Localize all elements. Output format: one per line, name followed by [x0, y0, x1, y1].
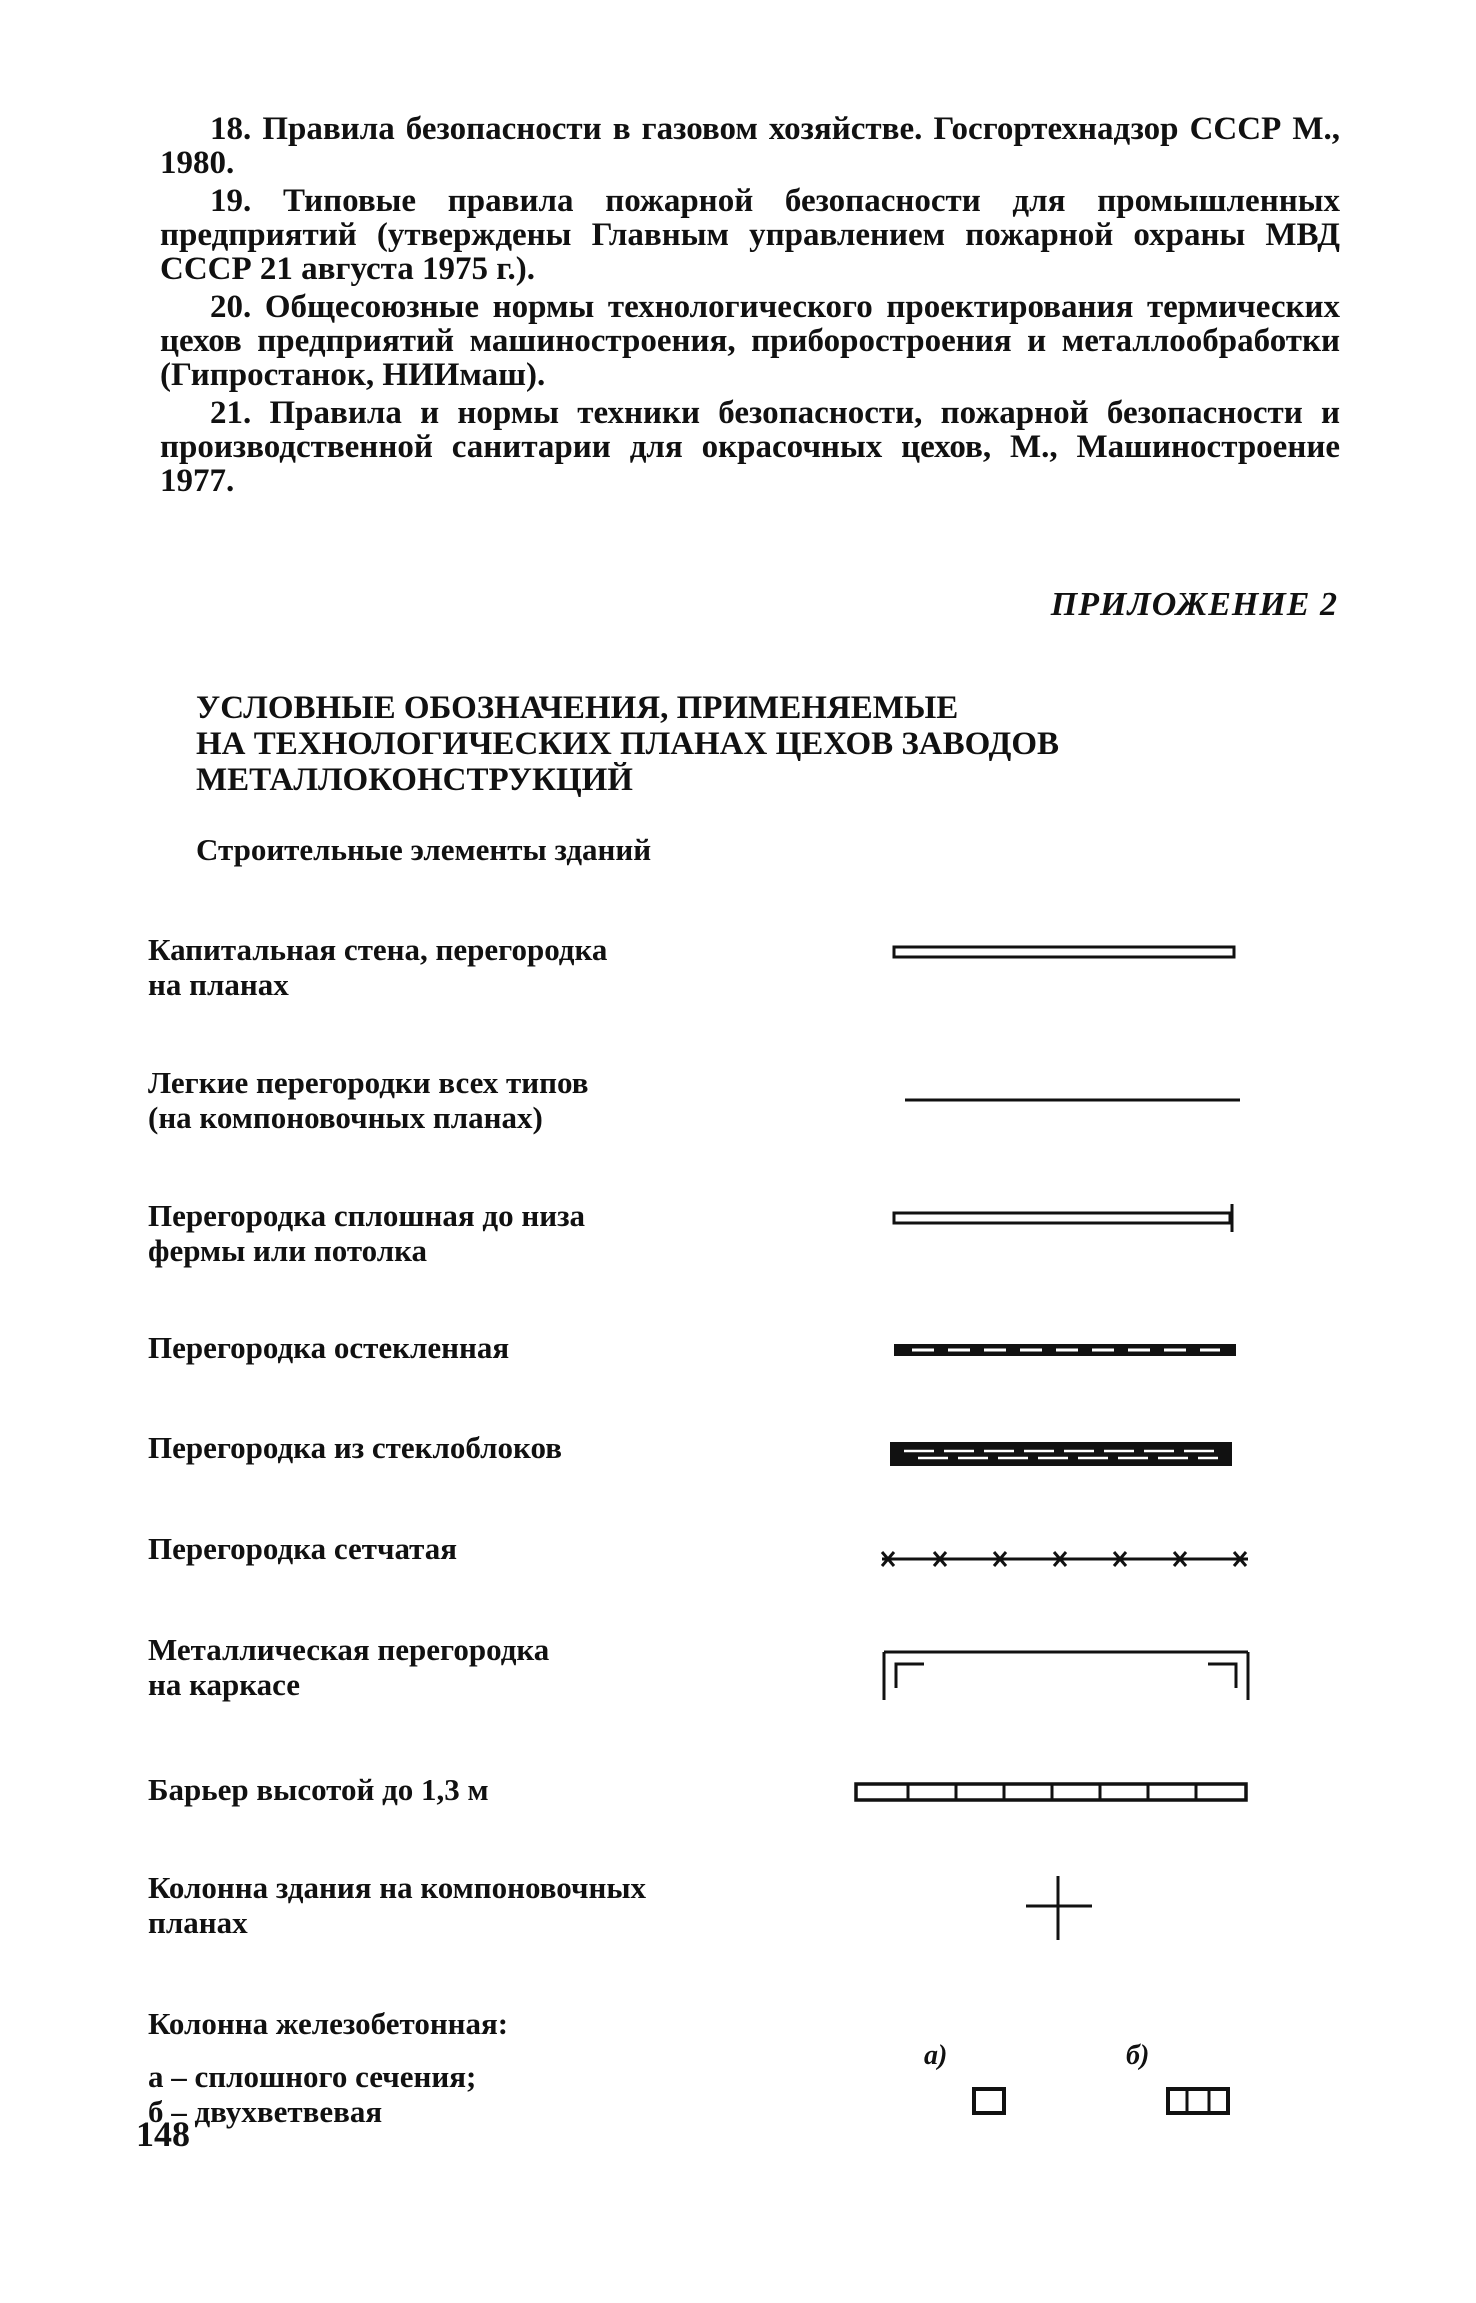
solid-partition-symbol [890, 1200, 1250, 1236]
symbol-label-metal-partition: Металлическая перегородка на каркасе [148, 1632, 550, 1702]
variant-b-label: б) [1126, 2040, 1150, 2071]
title-line-1: УСЛОВНЫЕ ОБОЗНАЧЕНИЯ, ПРИМЕНЯЕМЫЕ [196, 690, 959, 726]
symbol-label-glazed-partition: Перегородка остекленная [148, 1330, 510, 1365]
page-number: 148 [136, 2114, 190, 2154]
symbol-label-solid-partition: Перегородка сплошная до низа фермы или потолка [148, 1198, 586, 1268]
column-cross-symbol [1020, 1868, 1100, 1948]
light-partition-symbol [890, 1090, 1250, 1110]
section-title [196, 690, 1196, 798]
title-line-2: НА ТЕХНОЛОГИЧЕСКИХ ПЛАНАХ ЦЕХОВ ЗАВОДОВ [196, 726, 1060, 762]
capital-wall-symbol [890, 940, 1250, 970]
reference-19: 19. Типовые правила пожарной безопасности для промышленных предприятий (утверждены Главным управлением пожарной охраны МВД СССР 21 августа 1975 г.). [160, 183, 1340, 287]
symbol-label-rc-column: Колонна железобетонная: а – сплошного сечения; б – двухветвевая [148, 2006, 509, 2129]
symbol-label-barrier: Барьер высотой до 1,3 м [148, 1772, 489, 1807]
twin-branch-column-symbol [1160, 2080, 1240, 2124]
mesh-partition-symbol [876, 1544, 1256, 1574]
references-list [160, 112, 1340, 502]
reference-18: 18. Правила безопасности в газовом хозяйстве. Госгортехнадзор СССР М., 1980. [160, 111, 1340, 181]
variant-a-label: а) [924, 2040, 948, 2071]
symbol-label-mesh-partition: Перегородка сетчатая [148, 1531, 458, 1566]
appendix-label: ПРИЛОЖЕНИЕ 2 [1050, 586, 1338, 623]
subsection-title: Строительные элементы зданий [196, 832, 652, 867]
symbol-label-light-partition: Легкие перегородки всех типов (на компоновочных планах) [148, 1065, 589, 1135]
reference-21: 21. Правила и нормы техники безопасности, пожарной безопасности и производственной санитарии для окрасочных цехов, М., Машиностроение 1977. [160, 395, 1340, 499]
solid-column-symbol [964, 2080, 1014, 2124]
reference-20: 20. Общесоюзные нормы технологического проектирования термических цехов предприятий машиностроения, приборостроения и металлообработки (Гипростанок, НИИмаш). [160, 289, 1340, 393]
barrier-symbol [852, 1778, 1252, 1808]
symbol-label-column-cross: Колонна здания на компоновочных планах [148, 1870, 647, 1940]
glass-block-partition-symbol [888, 1436, 1248, 1476]
title-line-3: МЕТАЛЛОКОНСТРУКЦИЙ [196, 762, 633, 798]
symbol-label-glass-block-partition: Перегородка из стеклоблоков [148, 1430, 562, 1465]
metal-partition-symbol [876, 1640, 1256, 1720]
glazed-partition-symbol [890, 1336, 1250, 1366]
symbol-label-capital-wall: Капитальная стена, перегородка на планах [148, 932, 608, 1002]
